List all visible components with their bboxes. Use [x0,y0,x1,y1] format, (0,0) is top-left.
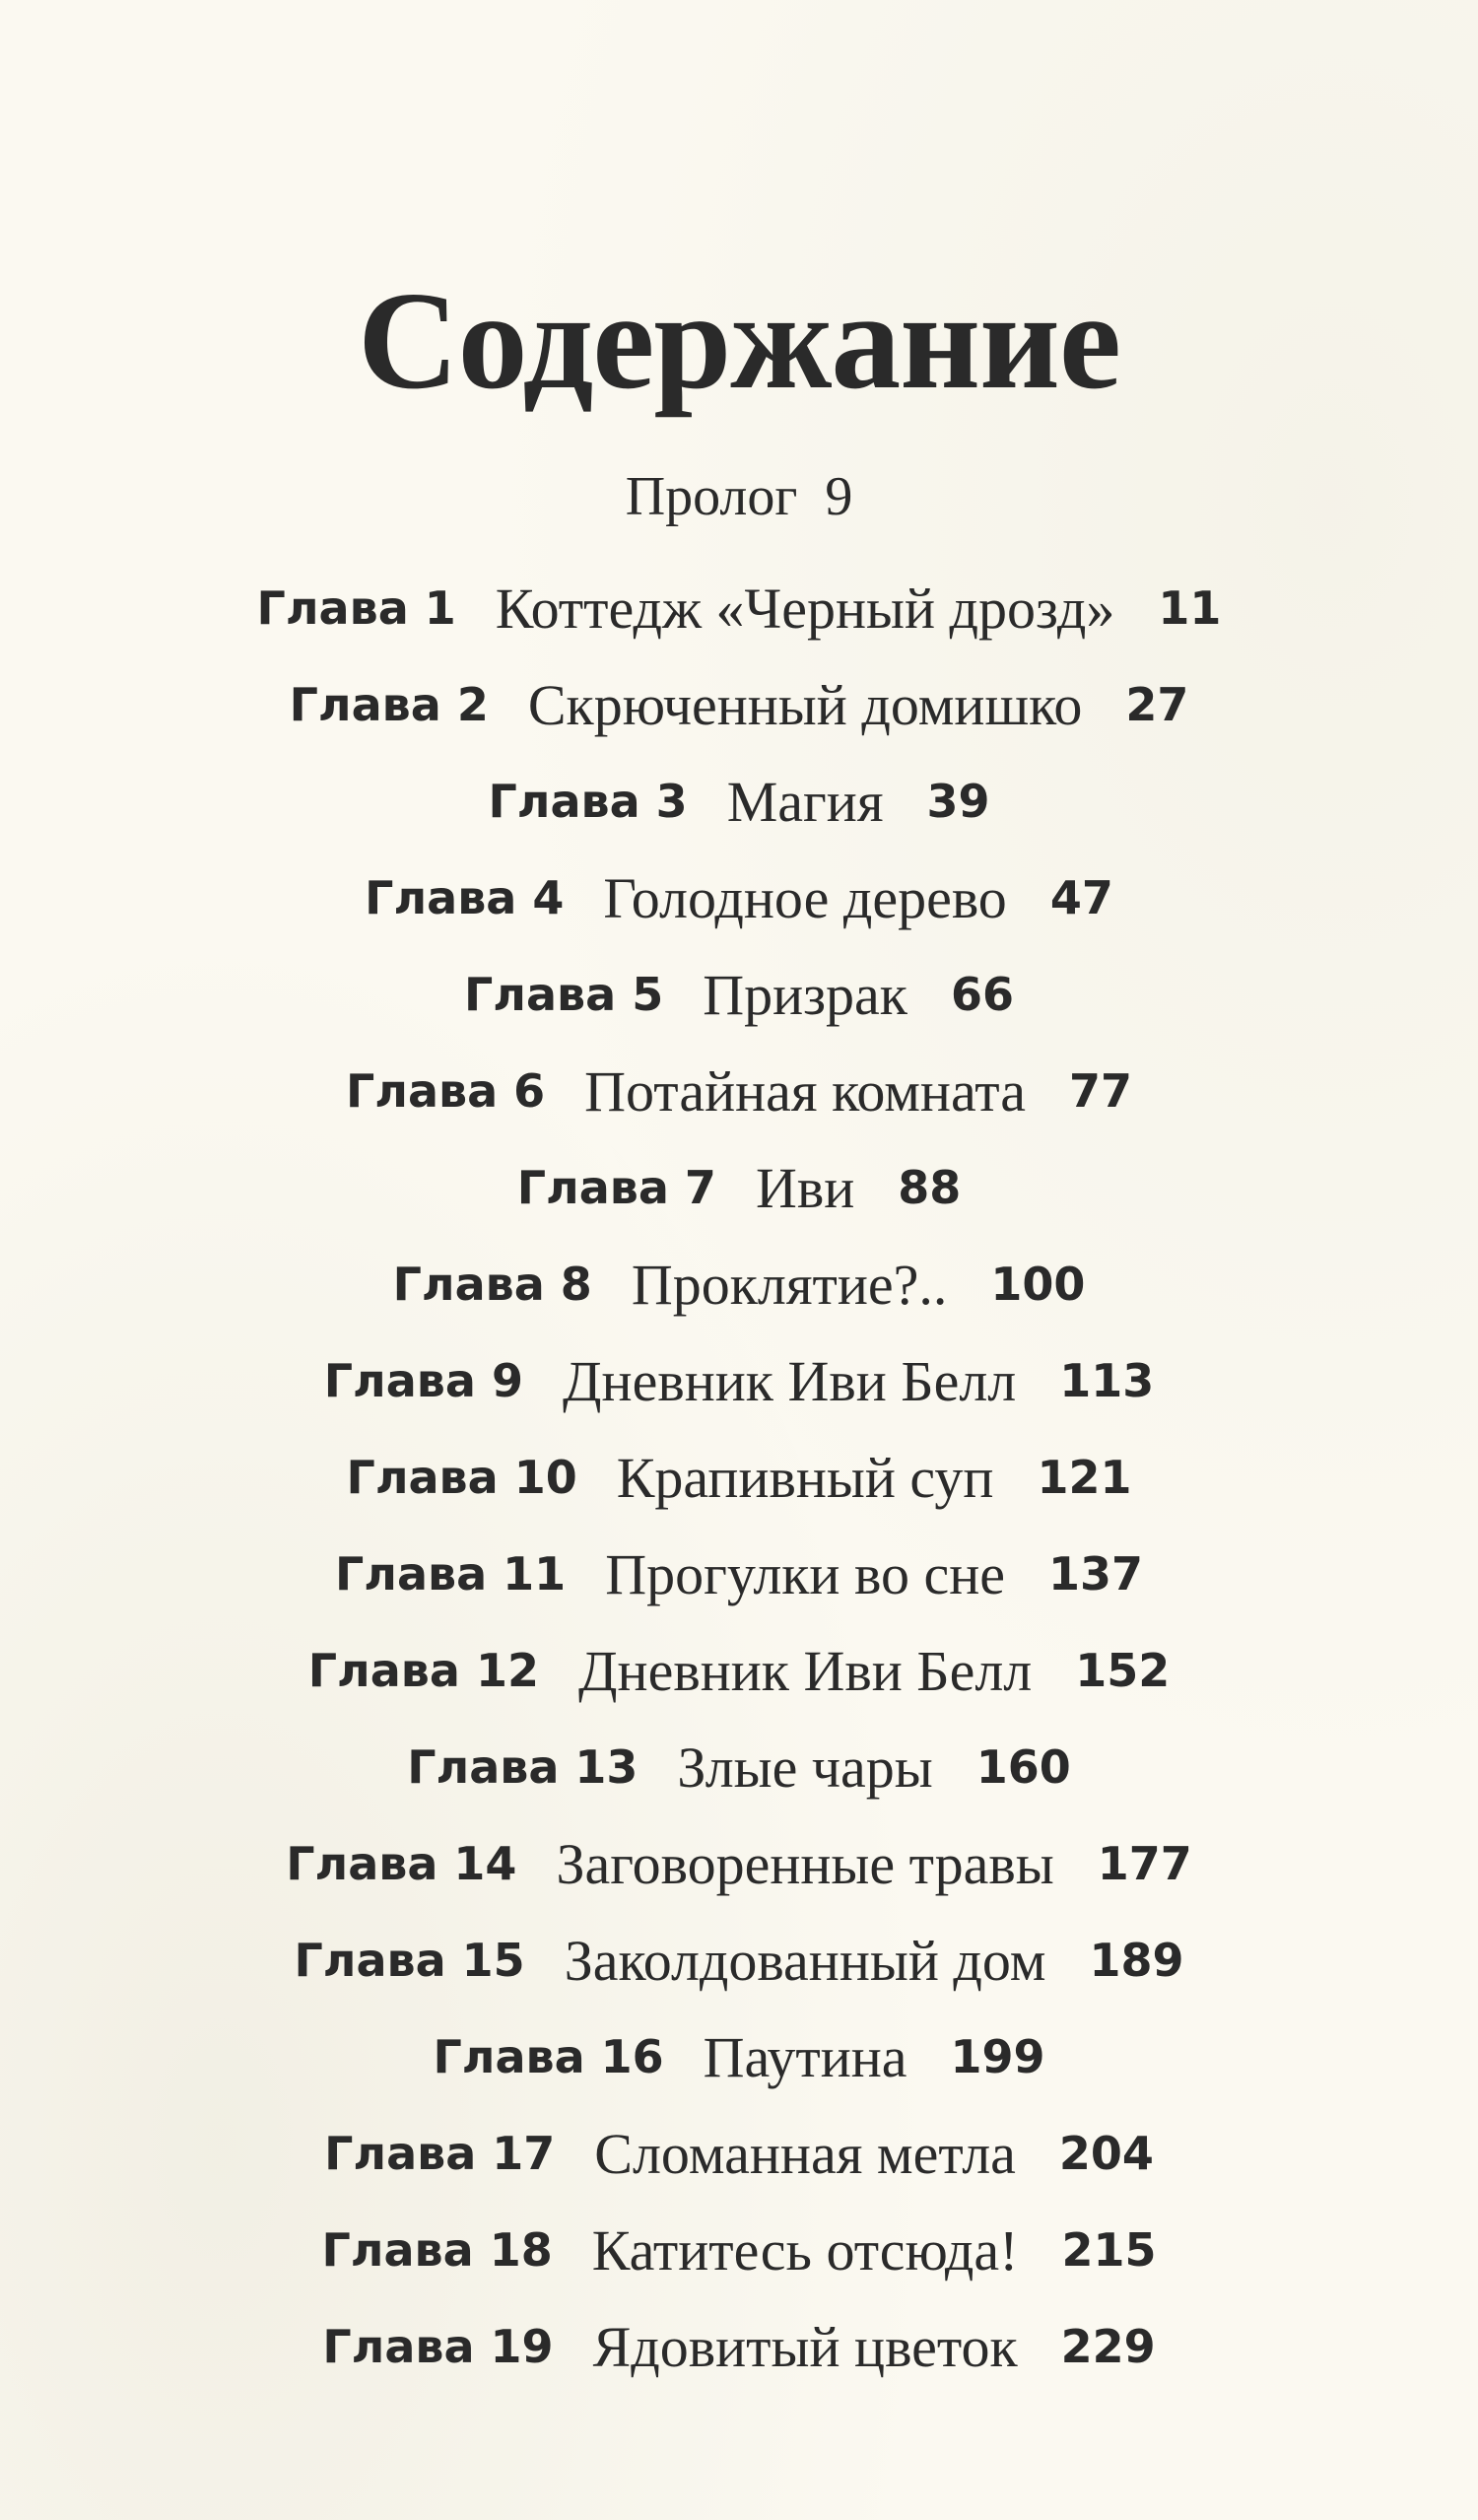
chapter-page: 121 [1037,1451,1132,1504]
toc-entry [0,656,1478,753]
chapter-title: Магия [726,769,884,834]
chapter-page: 88 [898,1161,962,1214]
chapter-label: Глава 5 [464,968,664,1021]
table-of-contents [0,560,1478,2395]
chapter-title: Коттедж «Черный дрозд» [495,576,1115,641]
toc-entry [0,1526,1478,1622]
chapter-page: 113 [1059,1354,1155,1407]
chapter-label: Глава 7 [516,1161,716,1214]
chapter-label: Глава 2 [289,678,489,731]
chapter-page: 47 [1049,871,1113,924]
toc-entry [0,850,1478,946]
chapter-title: Паутина [703,2024,907,2089]
chapter-title: Дневник Иви Белл [577,1638,1033,1703]
chapter-label: Глава 10 [346,1451,577,1504]
chapter-label: Глава 6 [345,1064,546,1118]
chapter-label: Глава 3 [488,775,688,828]
chapter-title: Прогулки во сне [605,1541,1005,1606]
toc-entry [0,2202,1478,2298]
chapter-page: 66 [950,968,1014,1021]
chapter-label: Глава 13 [407,1740,638,1794]
chapter-title: Катитесь отсюда! [591,2217,1019,2282]
chapter-label: Глава 4 [365,871,565,924]
toc-entry [0,560,1478,656]
toc-entry [0,2105,1478,2202]
chapter-page: 229 [1060,2320,1156,2373]
chapter-title: Призрак [703,962,907,1027]
chapter-title: Злые чары [677,1735,933,1800]
toc-entry [0,1622,1478,1719]
chapter-page: 27 [1125,678,1189,731]
chapter-page: 204 [1058,2127,1154,2180]
toc-entry [0,1043,1478,1139]
chapter-page: 177 [1097,1837,1192,1890]
chapter-page: 11 [1158,581,1222,635]
chapter-title: Потайная комната [584,1058,1027,1124]
chapter-label: Глава 14 [286,1837,517,1890]
toc-entry [0,2009,1478,2105]
toc-entry [0,753,1478,850]
chapter-title: Проклятие?.. [631,1252,948,1317]
prologue-title: Пролог [625,466,798,527]
chapter-title: Ядовитый цветок [592,2314,1018,2379]
chapter-page: 199 [950,2030,1045,2083]
chapter-title: Дневник Иви Белл [562,1348,1017,1413]
chapter-label: Глава 19 [322,2320,554,2373]
chapter-label: Глава 12 [307,1644,539,1697]
toc-entry [0,1815,1478,1912]
chapter-title: Крапивный суп [616,1445,994,1510]
chapter-title: Скрюченный домишко [527,672,1083,737]
chapter-label: Глава 15 [294,1934,525,1987]
chapter-page: 215 [1061,2223,1157,2277]
chapter-label: Глава 18 [321,2223,553,2277]
toc-entry [0,946,1478,1043]
chapter-title: Голодное дерево [603,865,1007,930]
chapter-title: Сломанная метла [594,2121,1016,2186]
toc-entry [0,1139,1478,1236]
toc-entry [0,1236,1478,1332]
toc-prologue [0,461,1478,532]
chapter-title: Иви [755,1155,855,1220]
chapter-label: Глава 9 [323,1354,523,1407]
chapter-title: Заговоренные травы [556,1831,1054,1896]
chapter-label: Глава 11 [334,1547,567,1601]
toc-entry [0,1429,1478,1526]
chapter-label: Глава 17 [324,2127,556,2180]
chapter-page: 189 [1089,1934,1184,1987]
chapter-title: Заколдованный дом [564,1928,1046,1993]
chapter-label: Глава 8 [392,1258,592,1311]
chapter-page: 77 [1069,1064,1133,1118]
chapter-page: 100 [990,1258,1086,1311]
page-title: Содержание [358,262,1120,419]
chapter-page: 39 [926,775,990,828]
toc-entry [0,1719,1478,1815]
chapter-page: 137 [1048,1547,1144,1601]
toc-entry [0,2298,1478,2395]
prologue-page: 9 [825,466,853,527]
chapter-page: 152 [1075,1644,1171,1697]
chapter-label: Глава 1 [256,581,456,635]
toc-entry [0,1332,1478,1429]
toc-entry [0,1912,1478,2009]
chapter-page: 160 [975,1740,1071,1794]
chapter-label: Глава 16 [433,2030,664,2083]
